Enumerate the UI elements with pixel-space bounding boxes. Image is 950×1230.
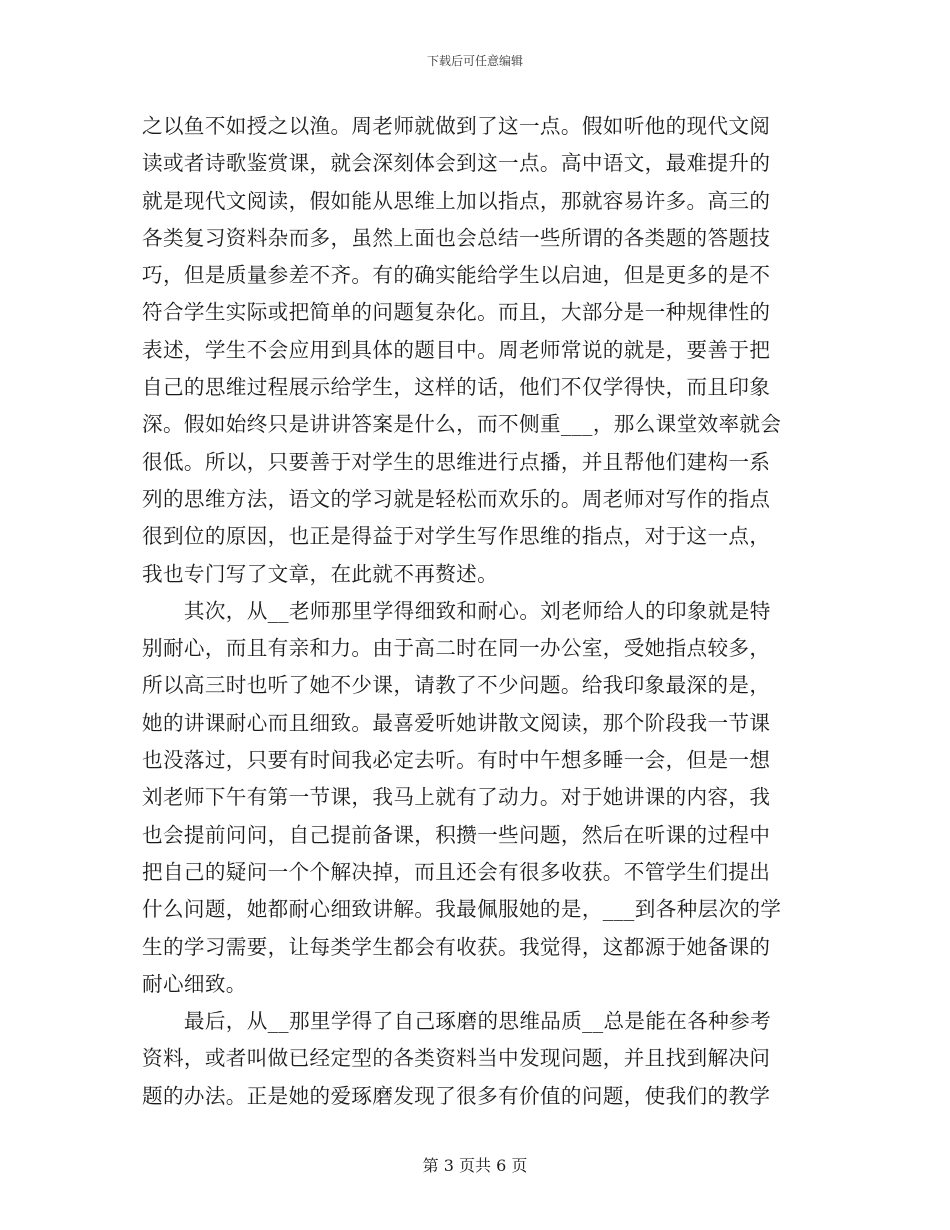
- text-line: 也没落过，只要有时间我必定去听。有时中午想多睡一会，但是一想: [142, 748, 771, 773]
- text-line: 列的思维方法，语文的学习就是轻松而欢乐的。周老师对写作的指点: [142, 486, 771, 511]
- text-line: 自己的思维过程展示给学生，这样的话，他们不仅学得快，而且印象: [142, 375, 771, 400]
- text-line: 读或者诗歌鉴赏课，就会深刻体会到这一点。高中语文，最难提升的: [142, 151, 771, 176]
- text-line: 耐心细致。: [142, 971, 247, 996]
- document-body: [142, 108, 810, 1115]
- text-line: 题的办法。正是她的爱琢磨发现了很多有价值的问题，使我们的教学: [142, 1083, 771, 1108]
- text-line: 很到位的原因，也正是得益于对学生写作思维的指点，对于这一点，: [142, 524, 771, 549]
- page-number: 第 3 页共 6 页: [422, 1156, 528, 1175]
- text-line: 生的学习需要，让每类学生都会有收获。我觉得，这都源于她备课的: [142, 934, 771, 959]
- text-line: 资料，或者叫做已经定型的各类资料当中发现问题，并且找到解决问: [142, 1046, 771, 1071]
- text-line: 什么问题，她都耐心细致讲解。我最佩服她的是，___到各种层次的学: [142, 897, 782, 922]
- text-line: 符合学生实际或把简单的问题复杂化。而且，大部分是一种规律性的: [142, 300, 771, 325]
- page-header: 下载后可任意编辑: [426, 54, 523, 68]
- text-line: 巧，但是质量参差不齐。有的确实能给学生以启迪，但是更多的是不: [142, 263, 771, 288]
- text-line: 就是现代文阅读，假如能从思维上加以指点，那就容易许多。高三的: [142, 188, 771, 213]
- text-line: 我也专门写了文章，在此就不再赘述。: [142, 561, 499, 586]
- text-line: 很低。所以，只要善于对学生的思维进行点播，并且帮他们建构一系: [142, 449, 771, 474]
- text-line: 也会提前问问，自己提前备课，积攒一些问题，然后在听课的过程中: [142, 822, 771, 847]
- text-line: 别耐心，而且有亲和力。由于高二时在同一办公室，受她指点较多，: [142, 636, 771, 661]
- text-line: 她的讲课耐心而且细致。最喜爱听她讲散文阅读，那个阶段我一节课: [142, 710, 771, 735]
- text-line: 表述，学生不会应用到具体的题目中。周老师常说的就是，要善于把: [142, 337, 771, 362]
- text-line: 各类复习资料杂而多，虽然上面也会总结一些所谓的各类题的答题技: [142, 225, 771, 250]
- text-line: 深。假如始终只是讲讲答案是什么，而不侧重___，那么课堂效率就会: [142, 412, 782, 437]
- text-line: 所以高三时也听了她不少课，请教了不少问题。给我印象最深的是，: [142, 673, 771, 698]
- text-line: 之以鱼不如授之以渔。周老师就做到了这一点。假如听他的现代文阅: [142, 114, 771, 138]
- text-line: 其次，从__老师那里学得细致和耐心。刘老师给人的印象就是特: [142, 598, 771, 623]
- text-line: 把自己的疑问一个个解决掉，而且还会有很多收获。不管学生们提出: [142, 859, 771, 884]
- text-line: 刘老师下午有第一节课，我马上就有了动力。对于她讲课的内容，我: [142, 785, 771, 810]
- text-line: 最后，从__那里学得了自己琢磨的思维品质__总是能在各种参考: [142, 1009, 772, 1034]
